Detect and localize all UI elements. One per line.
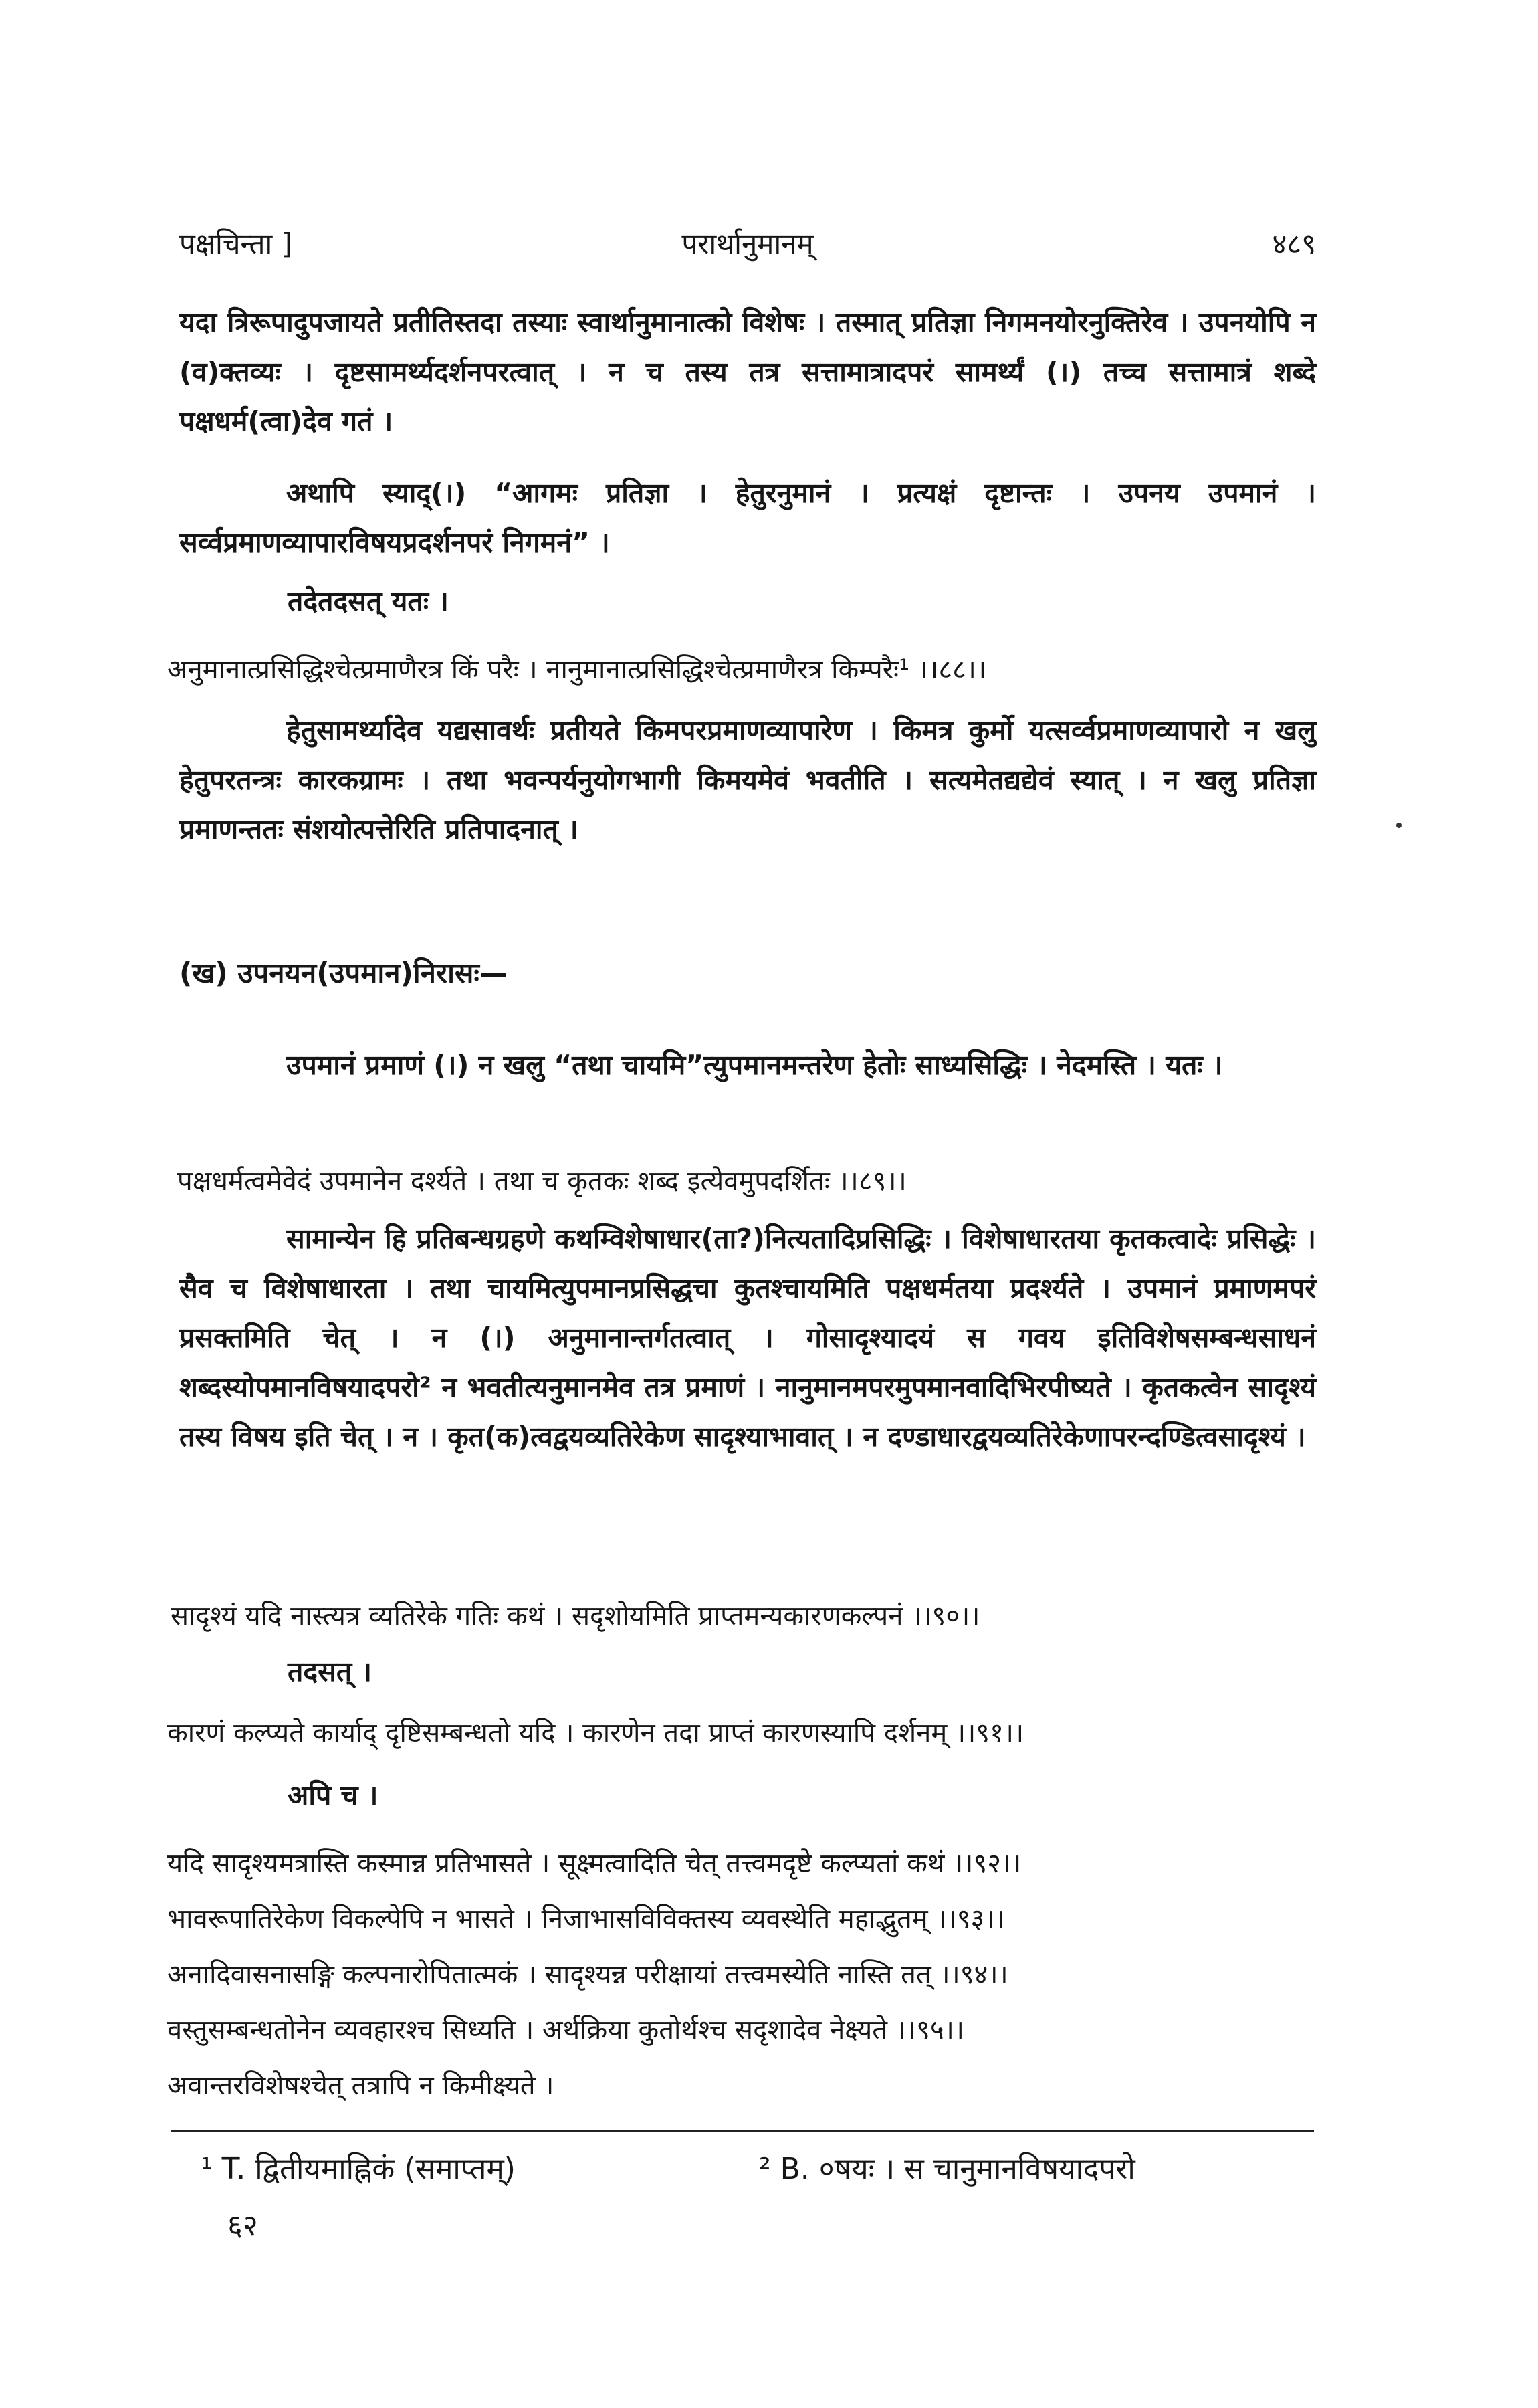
verse-92: यदि सादृश्यमत्रास्ति कस्मान्न प्रतिभासते । सूक्ष्मत्वादिति चेत् तत्त्वमदृष्टे कल्प्यतां कथं ।।९२।।	[167, 1848, 1022, 1879]
verse-96: अवान्तरविशेषश्चेत् तत्रापि न किमीक्ष्यते ।	[167, 2070, 554, 2101]
verse-88: अनुमानात्प्रसिद्धिश्चेत्प्रमाणैरत्र किं परैः । नानुमानात्प्रसिद्धिश्चेत्प्रमाणैरत्र किम्परैः¹ ।।८८।।	[167, 654, 987, 685]
verse-90: सादृश्यं यदि नास्त्यत्र व्यतिरेके गतिः कथं । सदृशोयमिति प्राप्तमन्यकारणकल्पनं ।।९०।।	[171, 1601, 980, 1631]
verse-91: कारणं कल्प्यते कार्याद् दृष्टिसम्बन्धतो यदि । कारणेन तदा प्राप्तं कारणस्यापि दर्शनम् ।।९१।।	[167, 1718, 1024, 1748]
section-heading-kha: (ख) उपनयन(उपमान)निरासः—	[179, 957, 508, 989]
footnote-divider	[171, 2130, 1314, 2132]
chapter-title: परार्थानुमानम्	[681, 227, 814, 260]
paragraph-1: यदा त्रिरूपादुपजायते प्रतीतिस्तदा तस्याः स्वार्थानुमानात्को विशेषः । तस्मात् प्रतिज्ञा निगमनयोरनुक्तिरेव । उपनयोपि न (व)क्तव्यः । दृष्टसामर्थ्यदर्शनपरत्वात् । न च तस्य तत्र सत्तामात्रादपरं सामर्थ्यं (।) तच्च सत्तामात्रं शब्दे पक्षधर्म(त्वा)देव गतं ।	[179, 306, 1316, 437]
verse-95: वस्तुसम्बन्धतोनेन व्यवहारश्च सिध्यति । अर्थक्रिया कुतोर्थश्च सदृशादेव नेक्ष्यते ।।९५।।	[167, 2015, 965, 2045]
paragraph-8: अपि च ।	[288, 1779, 378, 1811]
paragraph-5: उपमानं प्रमाणं (।) न खलु “तथा चायमि”त्युपमानमन्तरेण हेतोः साध्यसिद्धिः । नेदमस्ति । यतः ।	[286, 1049, 1223, 1081]
verse-94: अनादिवासनासङ्गि कल्पनारोपितात्मकं । सादृश्यन्न परीक्षायां तत्त्वमस्येति नास्ति तत् ।।९४।।	[167, 1959, 1008, 1990]
paragraph-3: तदेतदसत् यतः ।	[288, 585, 449, 617]
print-speck	[1396, 823, 1402, 828]
paragraph-2: अथापि स्याद्(।) “आगमः प्रतिज्ञा । हेतुरनुमानं । प्रत्यक्षं दृष्टान्तः । उपनय उपमानं । सर्व्वप्रमाणव्यापारविषयप्रदर्शनपरं निगमनं” ।	[179, 477, 1316, 559]
page-number: ४८९	[1272, 227, 1316, 260]
footnote-2: ² B. ०षयः । स चानुमानविषयादपरो	[759, 2152, 1135, 2186]
section-title: पक्षचिन्ता ]	[179, 227, 293, 260]
paragraph-4: हेतुसामर्थ्यादेव यद्यसावर्थः प्रतीयते किमपरप्रमाणव्यापारेण । किमत्र कुर्मो यत्सर्व्वप्रमाणव्यापारो न खलु हेतुपरतन्त्रः कारकग्रामः । तथा भवन्पर्यनुयोगभागी किमयमेवं भवतीति । सत्यमेतद्यद्येवं स्यात् । न खलु प्रतिज्ञा प्रमाणन्ततः संशयोत्पत्तेरिति प्रतिपादनात् ।	[179, 714, 1316, 845]
paragraph-6: सामान्येन हि प्रतिबन्धग्रहणे कथम्विशेषाधार(ता?)नित्यतादिप्रसिद्धिः । विशेषाधारतया कृतकत्वादेः प्रसिद्धेः । सैव च विशेषाधारता । तथा चायमित्युपमानप्रसिद्धचा कुतश्चायमिति पक्षधर्मतया प्रदर्श्यते । उपमानं प्रमाणमपरं प्रसक्तमिति चेत् । न (।) अनुमानान्तर्गतत्वात् । गोसादृश्यादयं स गवय इतिविशेषसम्बन्धसाधनं शब्दस्योपमानविषयादपरो² न भवतीत्यनुमानमेव तत्र प्रमाणं । नानुमानमपरमुपमानवादिभिरपीष्यते । कृतकत्वेन सादृश्यं तस्य विषय इति चेत् । न । कृत(क)त्वद्वयव्यतिरेकेण सादृश्याभावात् । न दण्डाधारद्वयव्यतिरेकेणापरन्दण्डित्वसादृश्यं ।	[179, 1223, 1316, 1453]
running-head	[179, 224, 1316, 271]
printer-signature-mark: ६२	[227, 2209, 258, 2243]
footnote-1: ¹ T. द्वितीयमाह्निकं (समाप्तम्)	[201, 2152, 516, 2186]
verse-89: पक्षधर्मत्वमेवेदं उपमानेन दर्श्यते । तथा च कृतकः शब्द इत्येवमुपदर्शितः ।।८९।।	[177, 1166, 907, 1197]
paragraph-7: तदसत् ।	[288, 1656, 372, 1688]
verse-93: भावरूपातिरेकेण विकल्पेपि न भासते । निजाभासविविक्तस्य व्यवस्थेति महाद्भुतम् ।।९३।।	[167, 1904, 1005, 1934]
